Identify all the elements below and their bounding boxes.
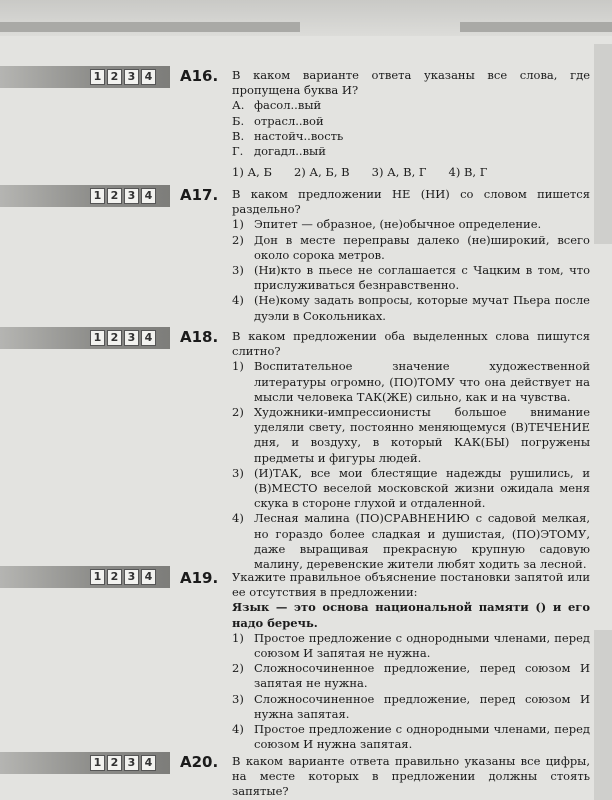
answer-option[interactable]: 1) Простое предложение с однородными членами, перед союзом И запятая не нужна. bbox=[232, 630, 590, 661]
answer-option[interactable]: 1) Воспитательное значение художественной литературы огромно, (ПО)ТОМУ что она действует на мысли человека ТАК(ЖЕ) сильно, как и на чувства. bbox=[232, 359, 590, 404]
answer-option[interactable]: 2) Художники-импрессионисты большое внимание уделяли свету, постоянно меняющемуся (В)ТЕЧЕНИЕ дня, и воздуху, в который КАК(БЫ) погружены предметы и фигуры людей. bbox=[232, 405, 590, 465]
question-text: В каком предложении оба выделенных слова пишутся слитно? bbox=[232, 329, 590, 359]
answer-box-2[interactable]: 2 bbox=[107, 69, 122, 85]
answer-option[interactable]: 3) Сложносочиненное предложение, перед союзом И нужна запятая. bbox=[232, 691, 590, 721]
question-a18 bbox=[180, 329, 590, 572]
answer-box-4[interactable]: 4 bbox=[141, 755, 156, 771]
answer-box-2[interactable]: 2 bbox=[107, 755, 122, 771]
question-number: А16. bbox=[180, 67, 219, 85]
answer-box-3[interactable]: 3 bbox=[124, 330, 139, 346]
answer-box-4[interactable]: 4 bbox=[141, 330, 156, 346]
answer-box-3[interactable]: 3 bbox=[124, 69, 139, 85]
answer-option[interactable]: 4) Лесная малина (ПО)СРАВНЕНИЮ с садовой мелкая, но гораздо более сладкая и душистая, (ПО)ЭТОМУ, даже выращивая прекрасную крупную садовую малину, деревенские жители любят ходить за лесной. bbox=[232, 511, 590, 572]
right-edge-shading bbox=[594, 630, 612, 800]
answer-box-3[interactable]: 3 bbox=[124, 755, 139, 771]
right-edge-shading bbox=[594, 44, 612, 244]
question-number: А19. bbox=[180, 569, 219, 587]
answer-box-4[interactable]: 4 bbox=[141, 188, 156, 204]
list-item: А. фасол..вый bbox=[232, 98, 322, 113]
answer-option[interactable]: 2) Дон в месте переправы далеко (не)широкий, всего около сорока метров. bbox=[232, 232, 590, 262]
answer-grid-a19 bbox=[0, 566, 170, 588]
question-number: А17. bbox=[180, 186, 219, 204]
question-number: А20. bbox=[180, 753, 219, 771]
top-shading bbox=[0, 0, 612, 36]
list-item: Г. догадл..вый bbox=[232, 144, 326, 159]
answer-grid-a16 bbox=[0, 66, 170, 88]
example-sentence: Язык — это основа национальной памяти () и его надо беречь. bbox=[232, 600, 590, 630]
answer-box-1[interactable]: 1 bbox=[90, 69, 105, 85]
list-item: Б. отрасл..вой bbox=[232, 113, 324, 128]
answer-box-3[interactable]: 3 bbox=[124, 188, 139, 204]
question-text: В каком предложении НЕ (НИ) со словом пишется раздельно? bbox=[232, 187, 590, 217]
answer-option[interactable]: 4) Простое предложение с однородными членами, перед союзом И нужна запятая. bbox=[232, 722, 590, 752]
answer-options bbox=[232, 165, 590, 180]
answer-option[interactable]: 3) (И)ТАК, все мои блестящие надежды рушились, и (В)МЕСТО веселой московской жизни ожидала меня скука в стороне глухой и отдаленной. bbox=[232, 465, 590, 511]
answer-box-3[interactable]: 3 bbox=[124, 569, 139, 585]
answer-box-2[interactable]: 2 bbox=[107, 188, 122, 204]
question-a19 bbox=[180, 570, 590, 752]
question-a17 bbox=[180, 187, 590, 324]
answer-box-4[interactable]: 4 bbox=[141, 569, 156, 585]
question-a20 bbox=[180, 754, 590, 800]
answer-box-2[interactable]: 2 bbox=[107, 569, 122, 585]
answer-box-1[interactable]: 1 bbox=[90, 569, 105, 585]
answer-option[interactable]: 4) В, Г bbox=[448, 165, 488, 180]
answer-grid-a20 bbox=[0, 752, 170, 774]
answer-option[interactable]: 1) А, Б bbox=[232, 165, 272, 180]
answer-option[interactable]: 2) А, Б, В bbox=[293, 165, 350, 180]
question-text: В каком варианте ответа правильно указаны все цифры, на месте которых в предложении должны стоять запятые? bbox=[232, 754, 590, 799]
question-text: Укажите правильное объяснение постановки запятой или ее отсутствия в предложении: bbox=[232, 570, 590, 600]
question-number: А18. bbox=[180, 328, 219, 346]
question-text: В каком варианте ответа указаны все слова, где пропущена буква И? bbox=[232, 68, 590, 98]
answer-option[interactable]: 4) (Не)кому задать вопросы, которые мучат Пьера после дуэли в Сокольниках. bbox=[232, 293, 590, 323]
answer-box-4[interactable]: 4 bbox=[141, 69, 156, 85]
answer-option[interactable]: 3) (Ни)кто в пьесе не соглашается с Чацким в том, что прислуживаться безнравственно. bbox=[232, 263, 590, 293]
list-item: В. настойч..вость bbox=[232, 128, 344, 143]
answer-box-1[interactable]: 1 bbox=[90, 188, 105, 204]
answer-grid-a18 bbox=[0, 327, 170, 349]
answer-box-1[interactable]: 1 bbox=[90, 330, 105, 346]
answer-grid-a17 bbox=[0, 185, 170, 207]
answer-option[interactable]: 1) Эпитет — образное, (не)обычное определение. bbox=[232, 217, 542, 232]
question-a16 bbox=[180, 68, 590, 180]
answer-box-1[interactable]: 1 bbox=[90, 755, 105, 771]
answer-option[interactable]: 2) Сложносочиненное предложение, перед союзом И запятая не нужна. bbox=[232, 661, 590, 691]
answer-box-2[interactable]: 2 bbox=[107, 330, 122, 346]
answer-option[interactable]: 3) А, В, Г bbox=[371, 165, 427, 180]
